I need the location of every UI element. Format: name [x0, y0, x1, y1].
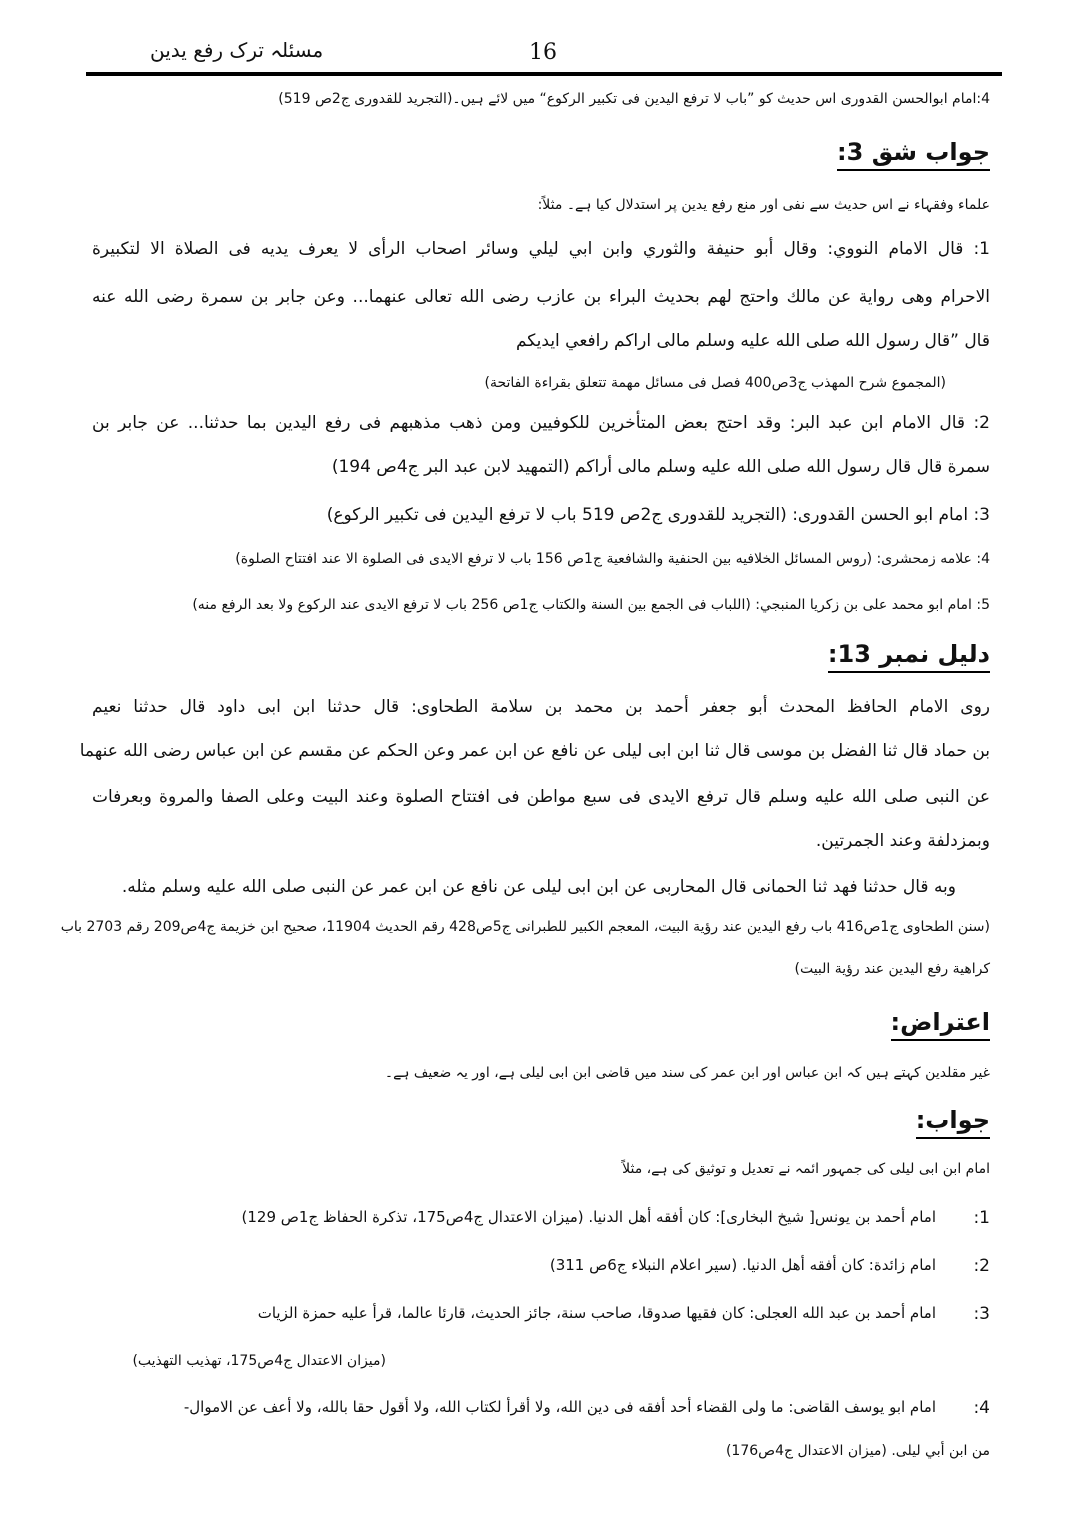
quote-2-line-1: 2: قال الامام ابن عبد البر: وقد احتج بعض المتأخرين للكوفيين ومن ذهب مذهبهم فى رفع اليدين بما حدثنا... عن جابر بن [92, 413, 990, 433]
intro-text: علماء وفقہاء نے اس حدیث سے نفی اور منع رفع یدین پر استدلال کیا ہے۔ مثلاً: [537, 197, 990, 213]
answer-intro: امام ابن ابی لیلی کی جمہور ائمہ نے تعدیل و توثیق کی ہے، مثلاً [622, 1161, 990, 1177]
answer-item-number: 4: [973, 1398, 990, 1418]
quote-3: 3: امام ابو الحسن القدورى: (التجريد للقدورى ج2ص 519 باب لا ترفع اليدين فى تكبير الركوع) [326, 505, 990, 525]
page-number: 16 [529, 40, 557, 65]
answer-item-number: 2: [973, 1256, 990, 1276]
heading-answer: جواب: [916, 1106, 990, 1139]
answer-item-2 [92, 1256, 990, 1280]
quote-1-line-2: الاحرام وهى رواية عن مالك واحتج لهم بحديث البراء بن عازب رضى الله تعالى عنهما... وعن جابر بن سمرة رضى الله عنه [92, 287, 990, 307]
evidence-line-4: وبمزدلفة وعند الجمرتين. [815, 831, 990, 851]
header-rule [86, 72, 1002, 76]
answer-item-text: امام ابو يوسف القاضى: ما ولى القضاء أحد أفقه فى دين الله، ولا أقرأ لكتاب الله، ولا أقول حقا بالله، ولا أعف عن الاموال- [183, 1398, 936, 1416]
answer-item-text: امام أحمد بن عبد الله العجلى: كان فقيها صدوقا، صاحب سنة، جائز الحديث، قارئا عالما، قرأ عليه حمزة الزيات [257, 1304, 936, 1322]
answer-item-1 [92, 1208, 990, 1232]
running-title: مسئلہ ترک رفع یدین [150, 38, 324, 62]
evidence-line-1: روى الامام الحافظ المحدث أبو جعفر أحمد بن محمد بن سلامة الطحاوى: قال حدثنا ابن ابى داود قال حدثنا نعيم [92, 697, 990, 717]
quote-1-line-1: 1: قال الامام النووي: وقال أبو حنيفة والثوري وابن ابي ليلي وسائر اصحاب الرأى لا يعرف يديه فى الصلاة الا لتكبيرة [92, 239, 990, 259]
heading-objection: اعتراض: [891, 1008, 990, 1041]
answer-item-4 [92, 1398, 990, 1422]
evidence-line-5: وبه قال حدثنا فهد ثنا الحمانى قال المحاربى عن ابن ابى ليلى عن نافع عن ابن عمر عن النبى صلى الله عليه وسلم مثله. [121, 877, 956, 897]
answer-item-text: امام زائدة: كان أفقه أهل الدنيا. (سير اعلام النبلاء ج6ص 311) [549, 1256, 936, 1274]
answer-item-number: 1: [973, 1208, 990, 1228]
answer-item-3-citation: (ميزان الاعتدال ج4ص175، تهذيب التهذيب) [132, 1353, 386, 1369]
quote-1-line-3: قال ”قال رسول الله صلى الله عليه وسلم مالى اراكم رافعي ايديكم [515, 331, 990, 351]
answer-item-4-continuation: من ابن أبي ليلى. (ميزان الاعتدال ج4ص176) [725, 1443, 990, 1459]
quote-2-line-2: سمرة قال قال رسول الله صلى الله عليه وسلم مالى أراكم (التمهيد لابن عبد البر ج4ص 194) [331, 457, 990, 477]
quote-1-citation: (المجموع شرح المهذب ج3ص400 فصل فى مسائل مهمة تتعلق بقراءة الفاتحة) [484, 375, 946, 391]
answer-item-text: امام أحمد بن يونس[ شيخ البخارى]: كان أفقه أهل الدنيا. (ميزان الاعتدال ج4ص175، تذكرة الحفاظ ج1ص 129) [241, 1208, 936, 1226]
answer-item-3 [92, 1304, 990, 1328]
evidence-citation-1: (سنن الطحاوى ج1ص416 باب رفع اليدين عند رؤية البيت، المعجم الكبير للطبرانى ج5ص428 رقم الحديث 11904، صحيح ابن خزيمة ج4ص209 رقم 2703 باب [60, 919, 990, 935]
quote-4: 4: علامه زمحشرى: (روس المسائل الخلافيه بين الحنفية والشافعية ج1ص 156 باب لا ترفع الايدى فى الصلوة الا عند افتتاح الصلوة) [235, 551, 990, 567]
quote-5: 5: امام ابو محمد على بن زكريا المنبجي: (اللباب فى الجمع بين السنة والكتاب ج1ص 256 باب لا ترفع الايدى عند الركوع ولا بعد الرفع منه) [192, 597, 990, 613]
evidence-citation-2: كراهية رفع اليدين عند رؤية البيت) [794, 961, 990, 977]
heading-answer-part-3: جواب شق 3: [837, 138, 990, 171]
heading-evidence-13: دلیل نمبر 13: [828, 640, 990, 673]
answer-item-number: 3: [973, 1304, 990, 1324]
evidence-line-3: عن النبى صلى الله عليه وسلم قال ترفع الايدى فى سبع مواطن فى افتتاح الصلوة وعند البيت وعلى الصفا والمروة وبعرفات [92, 787, 990, 807]
line-qudoori-note: 4:امام ابوالحسن القدوری اس حدیث کو ”باب لا ترفع الیدین فی تکبیر الرکوع“ میں لائے ہیں۔(التجرید للقدوری ج2ص 519) [278, 91, 990, 107]
evidence-line-2: بن حماد قال ثنا الفضل بن موسى قال ثنا ابن ابى ليلى عن نافع عن ابن عمر وعن الحكم عن مقسم عن ابن عباس رضى الله عنهما [79, 741, 990, 761]
objection-text: غیر مقلدین کہتے ہیں کہ ابن عباس اور ابن عمر کی سند میں قاضی ابن ابی لیلی ہے، اور یہ ضعیف ہے۔ [384, 1065, 990, 1081]
